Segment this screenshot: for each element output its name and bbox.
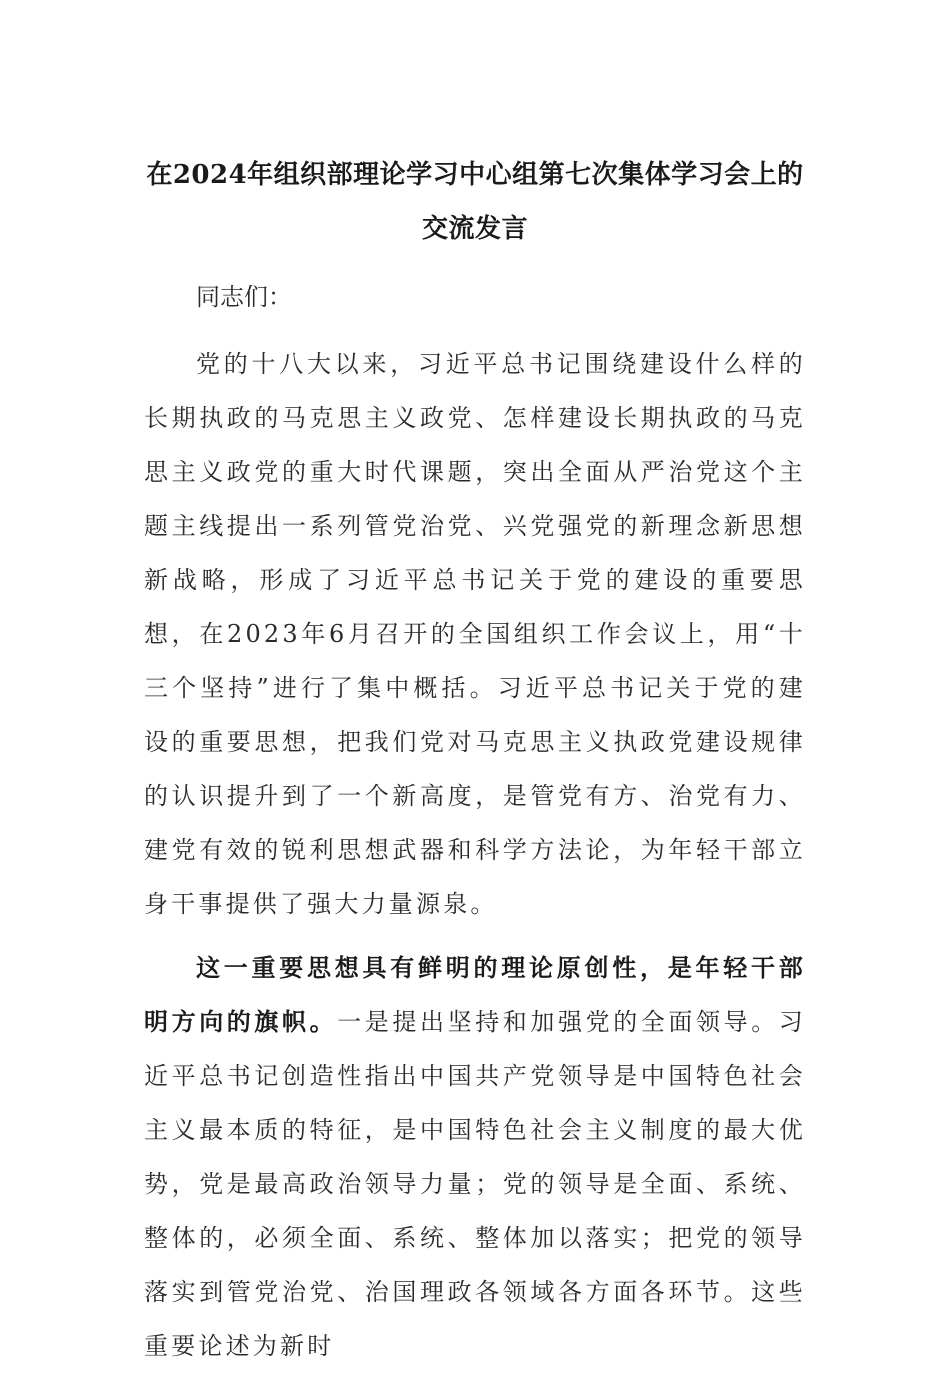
paragraph-1-text: 党的十八大以来，习近平总书记围绕建设什么样的长期执政的马克思主义政党、怎样建设长期执政的马克思主义政党的重大时代课题，突出全面从严治党这个主题主线提出一系列管党治党、兴党强党的新理念新思想新战略，形成了习近平总书记关于党的建设的重要思想，在2023年6月召开的全国组织工作会议上，用“十三个坚持”进行了集中概括。习近平总书记关于党的建设的重要思想，把我们党对马克思主义执政党建设规律的认识提升到了一个新高度，是管党有方、治党有力、建党有效的锐利思想武器和科学方法论，为年轻干部立身干事提供了强大力量源泉。 [144, 350, 806, 918]
paragraph-2 [144, 941, 806, 1373]
paragraph-2-text: 一是提出坚持和加强党的全面领导。习近平总书记创造性指出中国共产党领导是中国特色社会主义最本质的特征，是中国特色社会主义制度的最大优势，党是最高政治领导力量；党的领导是全面、系统、整体的，必须全面、系统、整体加以落实；把党的领导落实到管党治党、治国理政各领域各方面各环节。这些重要论述为新时 [144, 1008, 806, 1360]
paragraph-1 [144, 337, 806, 931]
document-title: 在2024年组织部理论学习中心组第七次集体学习会上的交流发言 [146, 160, 804, 244]
document-body [144, 148, 806, 1373]
salutation: 同志们： [196, 283, 292, 311]
paragraph-2-lead: 这一重要思想具有鲜明的理论原创性，是年轻干部明方向的旗帜。 [144, 953, 806, 1036]
